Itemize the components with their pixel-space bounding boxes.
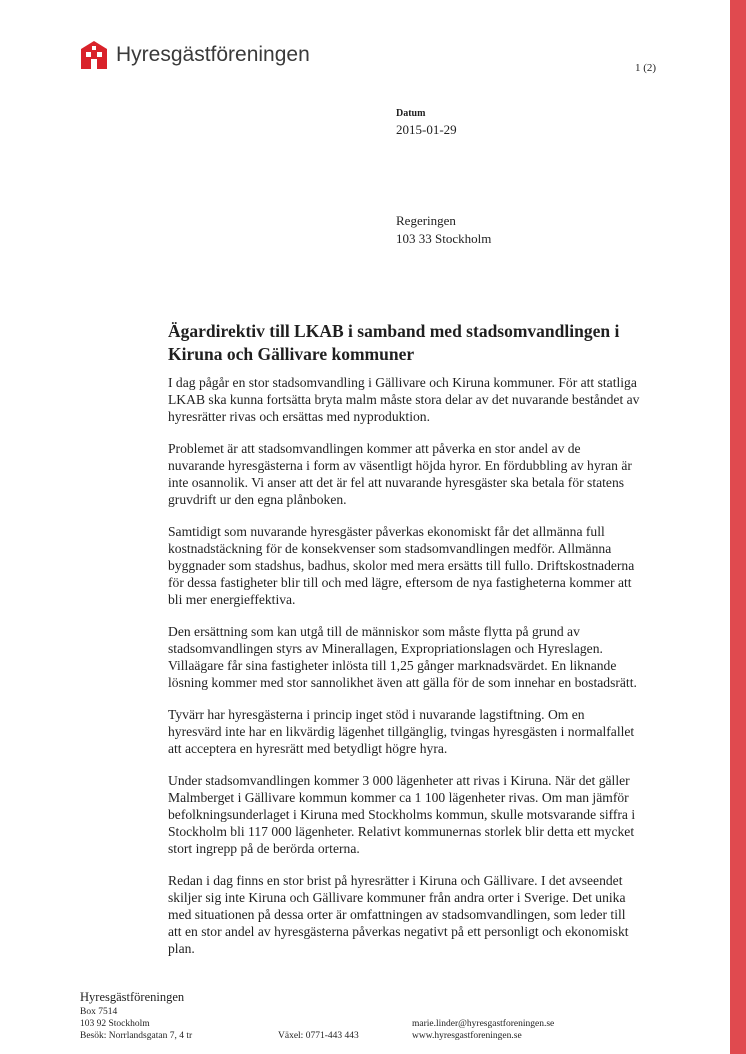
logo <box>80 40 310 70</box>
letter-title: Ägardirektiv till LKAB i samband med stadsomvandlingen i Kiruna och Gällivare kommuner <box>168 321 620 364</box>
footer-address-line: Box 7514 <box>80 1007 118 1017</box>
footer-address <box>80 1006 192 1042</box>
paragraph: Samtidigt som nuvarande hyresgäster påverkas ekonomiskt får det allmänna full kostnadstäckning för de konsekvenser som stadsomvandlingen medför. Allmänna byggnader som stadshus, badhus, skolor med mera ersätts till fullo. Driftskostnaderna för dessa fastigheter blir till och med lägre, eftersom de nya fastigheterna kommer att bli mer energieffektiva. <box>168 524 635 607</box>
page-number: 1 (2) <box>635 62 657 74</box>
footer-contact <box>412 1018 554 1042</box>
recipient-address <box>396 212 491 248</box>
footer-website[interactable]: www.hyresgastforeningen.se <box>412 1031 522 1041</box>
paragraph: Under stadsomvandlingen kommer 3 000 lägenheter att rivas i Kiruna. När det gäller Malmberget i Gällivare kommun kommer ca 1 100 lägenheter rivas. Om man jämför befolkningsunderlaget i Kiruna med Stockholms kommun, skulle motsvarande siffra i Stockholm bli 117 000 lägenheter. Relativt kommunernas storlek blir detta ett mycket stort ingrepp på de berörda orterna. <box>168 773 636 856</box>
date-label: Datum <box>396 108 426 119</box>
paragraph: Tyvärr har hyresgästerna i princip inget stöd i nuvarande lagstiftning. Om en hyresvärd inte har en likvärdig lägenhet tillgänglig, tvingas hyresgästen i normalfallet att acceptera en hyresrätt med betydligt högre hyra. <box>168 707 635 756</box>
paragraph: I dag pågår en stor stadsomvandling i Gällivare och Kiruna kommuner. För att statliga LKAB ska kunna fortsätta bryta malm måste stora delar av det nuvarande beståndet av hyresrätter rivas och ersättas med nyproduktion. <box>168 375 640 424</box>
recipient-line: Regeringen <box>396 213 456 228</box>
date-value: 2015-01-29 <box>396 122 457 137</box>
footer-phone: Växel: 0771-443 443 <box>278 1031 359 1041</box>
house-logo-icon <box>80 40 108 70</box>
paragraph: Redan i dag finns en stor brist på hyresrätter i Kiruna och Gällivare. I det avseendet skiljer sig inte Kiruna och Gällivare kommuner från andra orter i Sverige. Det unika med situationen på dessa orter är omfattningen av stadsomvandlingen, som leder till att en stor andel av hyresgästerna påverkas negativt på ett personligt och ekonomiskt plan. <box>168 873 629 956</box>
red-edge-strip <box>730 0 746 1054</box>
letter-body <box>168 374 640 972</box>
paragraph: Den ersättning som kan utgå till de människor som måste flytta på grund av stadsomvandlingen styrs av Minerallagen, Expropriationslagen och Hyreslagen. Villaägare får sina fastigheter inlösta till 1,25 gånger marknadsvärdet. En liknande lösning kommer med stor sannolikhet även att gälla för de som innehar en bostadsrätt. <box>168 624 637 690</box>
footer-address-line: 103 92 Stockholm <box>80 1019 150 1029</box>
logo-text: Hyresgästföreningen <box>116 43 310 66</box>
paragraph: Problemet är att stadsomvandlingen kommer att påverka en stor andel av de nuvarande hyresgästerna i form av väsentligt höjda hyror. En fördubbling av hyran är inte osannolik. Vi anser att det är fel att nuvarande hyresgäster ska betala för statens gruvdrift ur den egna plånboken. <box>168 441 632 507</box>
footer-address-line: Besök: Norrlandsgatan 7, 4 tr <box>80 1031 193 1041</box>
recipient-line: 103 33 Stockholm <box>396 231 492 246</box>
footer-org-name: Hyresgästföreningen <box>80 990 185 1004</box>
footer-email[interactable]: marie.linder@hyresgastforeningen.se <box>412 1019 555 1029</box>
